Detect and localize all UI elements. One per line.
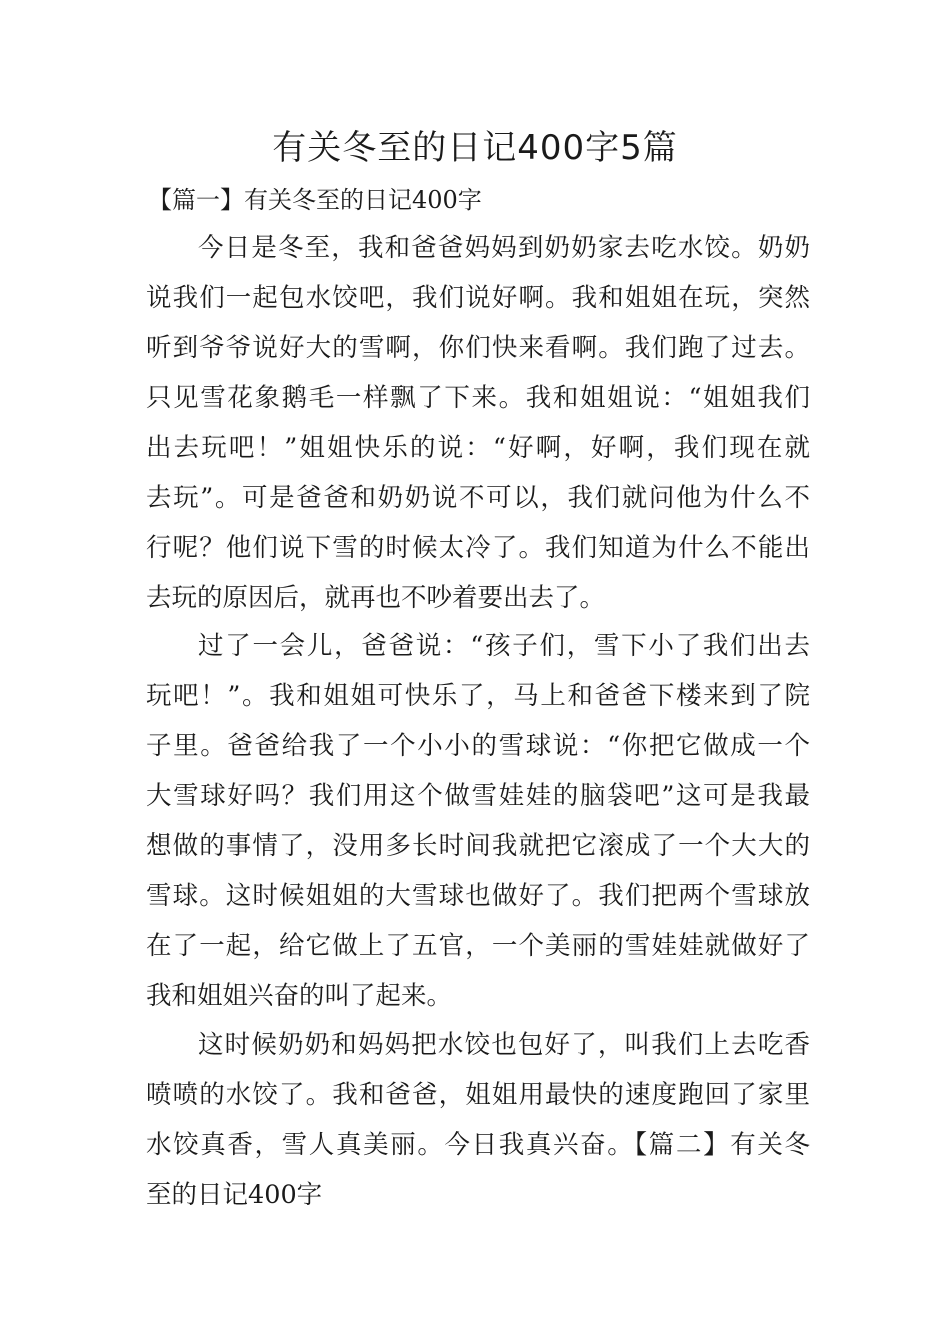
paragraph-line: 至的日记400字 — [146, 1180, 323, 1210]
document-title: 有关冬至的日记400字5篇 — [272, 128, 678, 168]
paragraph-line: 我和姐姐兴奋的叫了起来。 — [146, 981, 453, 1011]
paragraph-line: 喷喷的水饺了。我和爸爸，姐姐用最快的速度跑回了家里 — [146, 1080, 810, 1110]
paragraph-line: 这时候奶奶和妈妈把水饺也包好了，叫我们上去吃香 — [198, 1030, 810, 1060]
paragraph-line: 子里。爸爸给我了一个小小的雪球说：“你把它做成一个 — [146, 731, 810, 761]
paragraph-line: 在了一起，给它做上了五官，一个美丽的雪娃娃就做好了 — [146, 931, 810, 961]
paragraph-line: 水饺真香，雪人真美丽。今日我真兴奋。【篇二】有关冬 — [146, 1130, 810, 1160]
paragraph-line: 只见雪花象鹅毛一样飘了下来。我和姐姐说：“姐姐我们 — [146, 383, 810, 413]
paragraph-line: 大雪球好吗？我们用这个做雪娃娃的脑袋吧”这可是我最 — [146, 781, 810, 811]
paragraph-line: 玩吧！”。我和姐姐可快乐了，马上和爸爸下楼来到了院 — [146, 681, 810, 711]
paragraph-line: 出去玩吧！”姐姐快乐的说：“好啊，好啊，我们现在就 — [146, 433, 810, 463]
paragraph-line: 想做的事情了，没用多长时间我就把它滚成了一个大大的 — [146, 831, 810, 861]
section-heading: 【篇一】有关冬至的日记400字 — [148, 186, 482, 214]
paragraph-2 — [146, 621, 810, 1021]
paragraph-line: 去玩的原因后，就再也不吵着要出去了。 — [146, 583, 606, 613]
paragraph-1 — [146, 223, 810, 623]
paragraph-line: 雪球。这时候姐姐的大雪球也做好了。我们把两个雪球放 — [146, 881, 810, 911]
paragraph-line: 过了一会儿，爸爸说：“孩子们，雪下小了我们出去 — [198, 631, 810, 661]
paragraph-line: 听到爷爷说好大的雪啊，你们快来看啊。我们跑了过去。 — [146, 333, 810, 363]
paragraph-3 — [146, 1020, 810, 1220]
paragraph-line: 说我们一起包水饺吧，我们说好啊。我和姐姐在玩，突然 — [146, 283, 810, 313]
paragraph-line: 今日是冬至，我和爸爸妈妈到奶奶家去吃水饺。奶奶 — [198, 233, 810, 263]
paragraph-line: 去玩”。可是爸爸和奶奶说不可以，我们就问他为什么不 — [146, 483, 810, 513]
paragraph-line: 行呢？他们说下雪的时候太冷了。我们知道为什么不能出 — [146, 533, 810, 563]
